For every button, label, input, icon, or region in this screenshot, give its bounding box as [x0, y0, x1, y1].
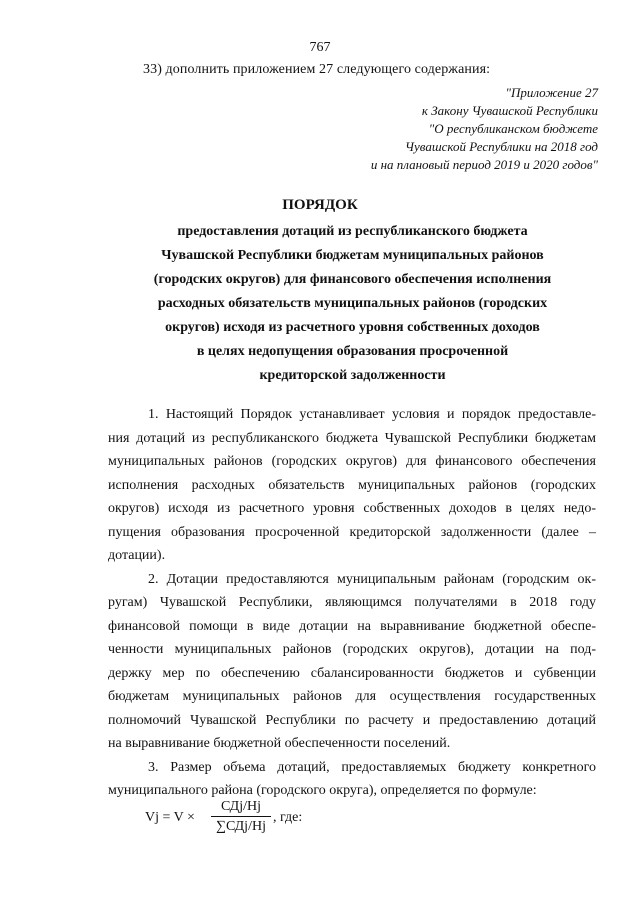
paragraph-1: [108, 403, 596, 568]
paragraph-3: [108, 756, 596, 803]
paragraph-2: [108, 568, 596, 756]
text-line: бюджетам муниципальных районов для осуществления государственных: [108, 689, 596, 704]
document-subtitle: [100, 220, 605, 388]
text-line: округов) исходя из расчетного уровня собственных доходов в целях недо-: [108, 501, 596, 516]
page-number: 767: [309, 40, 331, 55]
text-line: муниципальных районов (городских округов) для финансового обеспечения: [108, 454, 596, 469]
document-title: ПОРЯДОК: [282, 197, 358, 213]
text-line: исполнения расходных обязательств муниципальных районов (городских: [108, 477, 596, 493]
text-line: ругам) Чувашской Республики, являющимся получателями в 2018 году: [108, 595, 596, 610]
fraction-bar: [211, 816, 271, 817]
text-line: ния дотаций из республиканского бюджета Чувашской Республики бюджетам: [108, 430, 596, 446]
formula-lhs: Vj = V ×: [145, 810, 195, 825]
subtitle-line: Чувашской Республики бюджетам муниципальных районов: [161, 248, 544, 263]
subtitle-line: расходных обязательств муниципальных районов (городских: [157, 296, 548, 311]
text-line: пущения образования просроченной кредиторской задолженности (далее –: [108, 524, 596, 540]
text-line: ченности муниципальных районов (городских округов), дотации на под-: [108, 642, 596, 657]
subtitle-line: в целях недопущения образования просроченной: [196, 344, 509, 359]
text-line: дотации).: [108, 548, 166, 563]
subtitle-line: предоставления дотаций из республиканского бюджета: [177, 224, 528, 239]
text-line: держку мер по обеспечению сбалансированности бюджетов и субвенции: [108, 665, 596, 681]
text-line: полномочий Чувашской Республики по расчету и предоставлению дотаций: [108, 712, 596, 728]
appendix-header: [298, 84, 598, 174]
appendix-line: Чувашской Республики на 2018 год: [405, 139, 598, 154]
appendix-line: и на плановый период 2019 и 2020 годов": [370, 157, 598, 172]
appendix-line: "Приложение 27: [505, 85, 598, 100]
formula-fraction: [211, 799, 271, 835]
text-line: финансовой помощи в виде дотации на выравнивание бюджетной обеспе-: [108, 618, 596, 634]
text-line: муниципального района (городского округа), определяется по формуле:: [108, 783, 537, 798]
intro-text: 33) дополнить приложением 27 следующего содержания:: [143, 62, 491, 77]
text-line: 1. Настоящий Порядок устанавливает условия и порядок предоставле-: [148, 407, 596, 422]
text-line: 3. Размер объема дотаций, предоставляемых бюджету конкретного: [148, 759, 596, 775]
formula-denominator: ∑СДj/Hj: [216, 819, 266, 834]
text-line: на выравнивание бюджетной обеспеченности поселений.: [108, 736, 451, 751]
subtitle-line: кредиторской задолженности: [259, 368, 446, 383]
text-line: 2. Дотации предоставляются муниципальным районам (городским ок-: [148, 571, 596, 587]
document-body: [108, 403, 596, 803]
appendix-line: "О республиканском бюджете: [428, 121, 598, 136]
formula-tail: , где:: [273, 810, 303, 825]
subtitle-line: (городских округов) для финансового обеспечения исполнения: [153, 272, 552, 287]
formula-numerator: СДj/Hj: [221, 799, 261, 814]
appendix-line: к Закону Чувашской Республики: [421, 103, 598, 118]
subtitle-line: округов) исходя из расчетного уровня собственных доходов: [165, 320, 540, 335]
